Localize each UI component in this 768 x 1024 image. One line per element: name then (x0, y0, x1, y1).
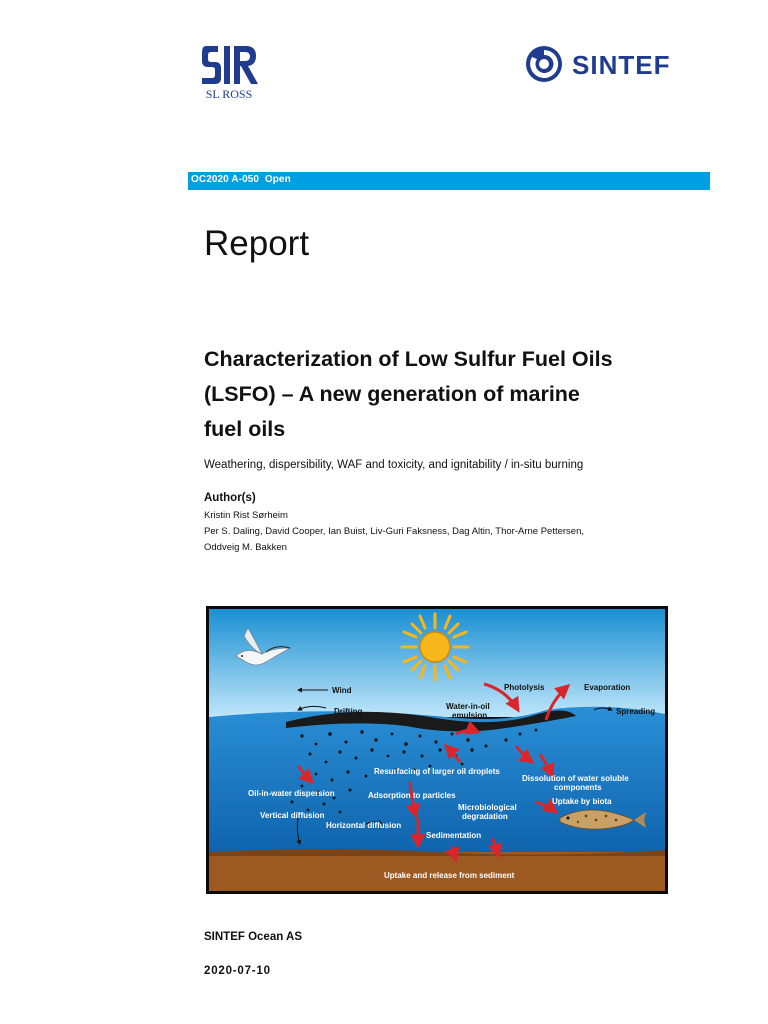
title-line: (LSFO) – A new generation of marine (204, 382, 580, 406)
label-wind: Wind (332, 686, 352, 695)
label-adsorption: Adsorption to particles (368, 791, 456, 800)
report-subtitle: Weathering, dispersibility, WAF and toxicity, and ignitability / in-situ burning (204, 459, 584, 471)
report-date: 2020-07-10 (204, 965, 271, 977)
label-spreading: Spreading (616, 707, 656, 716)
label-vertical-diffusion: Vertical diffusion (260, 811, 325, 820)
label-evaporation: Evaporation (584, 683, 631, 692)
document-type: Report (204, 224, 310, 263)
label-uptake-sediment: Uptake and release from sediment (384, 871, 515, 880)
label-dissolution: Dissolution of water soluble (522, 774, 629, 783)
label-water-in-oil: Water-in-oil (446, 702, 490, 711)
title-line: fuel oils (204, 417, 286, 441)
report-title (204, 342, 704, 447)
classification-bar (188, 172, 710, 190)
sun (402, 614, 468, 680)
sky (209, 609, 665, 717)
sintef-logo (524, 42, 704, 86)
sintef-text: SINTEF (572, 50, 671, 80)
label-microbiological: Microbiological (458, 803, 517, 812)
label-photolysis: Photolysis (504, 683, 545, 692)
label-resurfacing: Resurfacing of larger oil droplets (374, 767, 500, 776)
label-sedimentation: Sedimentation (426, 831, 482, 840)
label-drifting: Drifting (334, 707, 363, 716)
label-oil-in-water: Oil-in-water dispersion (248, 789, 335, 798)
classification-label: OC2020 A-050 Open (191, 174, 291, 185)
sl-ross-logo (196, 44, 262, 100)
label-horizontal-diffusion: Horizontal diffusion (326, 821, 402, 830)
authors-heading: Author(s) (204, 492, 256, 504)
sl-ross-text: SL ROSS (205, 87, 253, 100)
oil-weathering-illustration (206, 606, 668, 894)
author-line: Kristin Rist Sørheim (204, 510, 288, 521)
label-degradation: degradation (462, 812, 508, 821)
author-line: Per S. Daling, David Cooper, Ian Buist, Liv-Guri Faksness, Dag Altin, Thor-Arne Pettersen, (204, 526, 584, 537)
title-line: Characterization of Low Sulfur Fuel Oils (204, 347, 613, 371)
author-line: Oddveig M. Bakken (204, 542, 287, 553)
publisher: SINTEF Ocean AS (204, 931, 302, 943)
label-uptake-biota: Uptake by biota (552, 797, 612, 806)
label-components: components (554, 783, 602, 792)
label-emulsion: emulsion (452, 711, 488, 720)
